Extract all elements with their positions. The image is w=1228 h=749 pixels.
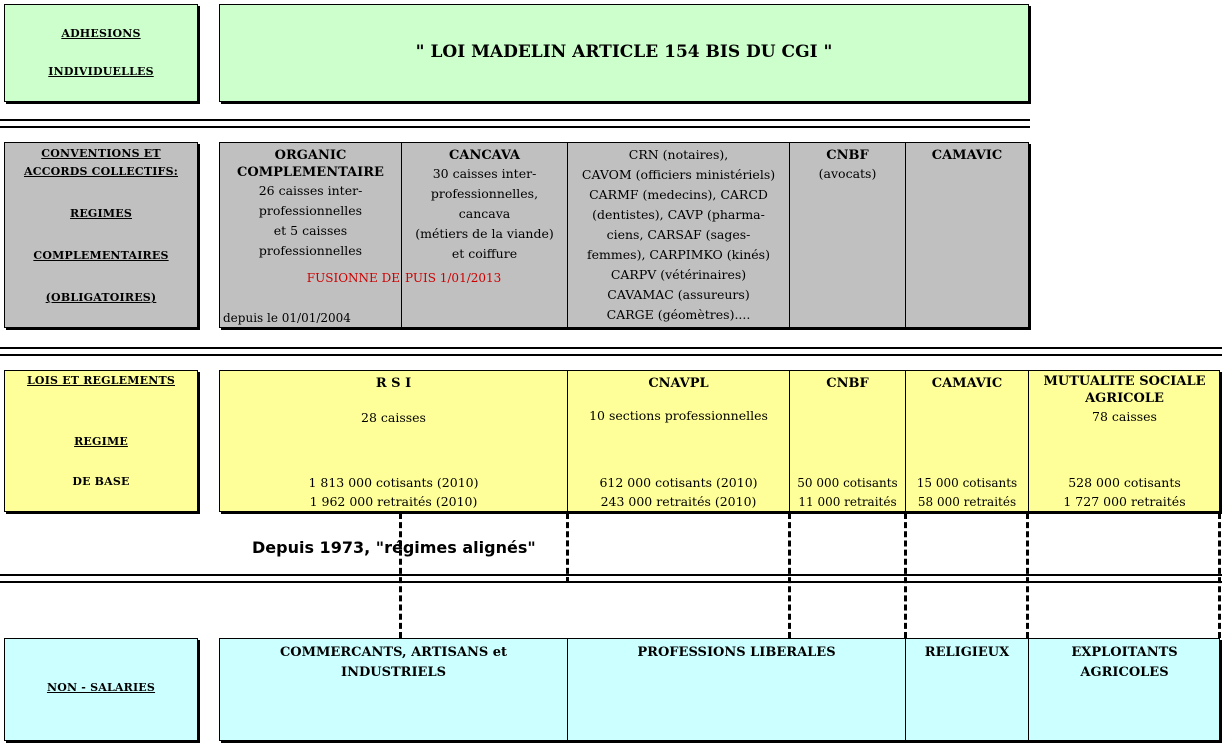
- separator-1: [0, 119, 1030, 128]
- conventions-label-line1: CONVENTIONS ET: [41, 147, 161, 160]
- organic-line2: professionnelles: [258, 203, 363, 218]
- organic-line4: professionnelles: [258, 243, 363, 258]
- loi-madelin-title: " LOI MADELIN ARTICLE 154 BIS DU CGI ": [415, 42, 833, 62]
- commercants-cell: [220, 639, 567, 740]
- cnbf-base-cotisants: 50 000 cotisants: [797, 476, 898, 490]
- organic-footer: depuis le 01/01/2004: [223, 311, 351, 325]
- cancava-line5: et coiffure: [451, 246, 518, 261]
- exploitants-line2: AGRICOLES: [1080, 665, 1169, 680]
- conventions-label-line3: REGIMES: [70, 207, 132, 220]
- adhesions-label-line1: ADHESIONS: [61, 27, 141, 40]
- regime-base-box: [219, 370, 1220, 512]
- exploitants-line1: EXPLOITANTS: [1071, 645, 1178, 660]
- organic-line3: et 5 caisses: [273, 223, 348, 238]
- lois-label-box: [4, 370, 198, 512]
- conventions-label-line4: COMPLEMENTAIRES: [33, 249, 169, 262]
- crn-line1: CRN (notaires),: [628, 147, 729, 162]
- crn-line7: CARPV (vétérinaires): [610, 267, 747, 282]
- lois-label-line3: DE BASE: [72, 475, 130, 488]
- camavic-base-retraites: 58 000 retraités: [917, 495, 1017, 509]
- rsi-cell: [220, 371, 567, 511]
- non-salaries-label-box: [4, 638, 198, 741]
- religieux-cell: [906, 639, 1028, 740]
- non-salaries-box: [219, 638, 1220, 741]
- crn-line4: (dentistes), CAVP (pharma-: [592, 207, 765, 222]
- camavic-base-cotisants: 15 000 cotisants: [916, 476, 1018, 490]
- commercants-line2: INDUSTRIELS: [341, 665, 446, 680]
- loi-madelin-box: [219, 4, 1029, 102]
- msa-cell: [1029, 371, 1220, 511]
- conventions-label-line2: ACCORDS COLLECTIFS:: [24, 165, 178, 178]
- cnbf-comp-sub: (avocats): [818, 166, 877, 181]
- camavic-base-cell: [906, 371, 1028, 511]
- conventions-label-box: [4, 142, 198, 328]
- cnavpl-cotisants: 612 000 cotisants (2010): [599, 475, 758, 490]
- rsi-retraites: 1 962 000 retraités (2010): [309, 494, 478, 509]
- cancava-cell: [402, 143, 567, 327]
- rsi-title: R S I: [375, 376, 412, 391]
- organic-cell: [220, 143, 401, 327]
- organic-title1: ORGANIC: [274, 148, 347, 163]
- cnavpl-retraites: 243 000 retraités (2010): [600, 494, 757, 509]
- fusion-text-part1: FUSIONNE DE: [306, 271, 400, 285]
- camavic-comp-title: CAMAVIC: [931, 148, 1003, 163]
- msa-sub: 78 caisses: [1092, 409, 1157, 424]
- fusion-text-part2: PUIS 1/01/2013: [405, 271, 502, 285]
- crn-cell: [568, 143, 789, 327]
- rsi-cotisants: 1 813 000 cotisants (2010): [308, 475, 479, 490]
- cancava-line1: 30 caisses inter-: [432, 166, 537, 181]
- commercants-line1: COMMERCANTS, ARTISANS et: [279, 645, 508, 660]
- cnavpl-cell: [568, 371, 789, 511]
- msa-title1: MUTUALITE SOCIALE: [1043, 374, 1206, 389]
- adhesions-label-box: [4, 4, 198, 102]
- exploitants-cell: [1029, 639, 1220, 740]
- crn-line3: CARMF (medecins), CARCD: [589, 187, 768, 202]
- cnbf-base-cell: [790, 371, 905, 511]
- crn-line6: femmes), CARPIMKO (kinés): [587, 247, 770, 262]
- cancava-line2: professionnelles,: [430, 186, 539, 201]
- separator-3: [0, 574, 1222, 583]
- cancava-line4: (métiers de la viande): [415, 226, 554, 241]
- religieux-title: RELIGIEUX: [924, 645, 1010, 660]
- cnbf-comp-cell: [790, 143, 905, 327]
- aligned-regimes-text: Depuis 1973, "régimes alignés": [252, 538, 536, 557]
- separator-2: [0, 347, 1222, 356]
- adhesions-label-line2: INDIVIDUELLES: [48, 65, 154, 78]
- organic-line1: 26 caisses inter-: [258, 183, 363, 198]
- rsi-sub: 28 caisses: [361, 410, 426, 425]
- camavic-comp-cell: [906, 143, 1028, 327]
- crn-line2: CAVOM (officiers ministériels): [581, 167, 776, 182]
- cnbf-base-title: CNBF: [826, 376, 869, 391]
- camavic-base-title: CAMAVIC: [931, 376, 1003, 391]
- msa-cotisants: 528 000 cotisants: [1068, 475, 1181, 490]
- professions-cell: [568, 639, 905, 740]
- cancava-line3: cancava: [458, 206, 511, 221]
- dash-line-col2: [566, 513, 569, 583]
- msa-title2: AGRICOLE: [1085, 391, 1164, 406]
- crn-line9: CARGE (géomètres)....: [606, 307, 751, 322]
- crn-line8: CAVAMAC (assureurs): [607, 287, 750, 302]
- conventions-label-line5: (OBLIGATOIRES): [45, 291, 157, 304]
- professions-title: PROFESSIONS LIBERALES: [637, 645, 836, 660]
- crn-line5: ciens, CARSAF (sages-: [606, 227, 751, 242]
- lois-label-line1: LOIS ET REGLEMENTS: [26, 374, 176, 387]
- lois-label-line2: REGIME: [74, 435, 128, 448]
- cnavpl-sub: 10 sections professionnelles: [589, 408, 768, 423]
- cnavpl-title: CNAVPL: [648, 376, 709, 391]
- complementaires-box: [219, 142, 1029, 328]
- cancava-title: CANCAVA: [449, 148, 520, 163]
- organic-title2: COMPLEMENTAIRE: [237, 165, 384, 180]
- cnbf-base-retraites: 11 000 retraités: [798, 495, 897, 509]
- cnbf-comp-title: CNBF: [826, 148, 869, 163]
- msa-retraites: 1 727 000 retraités: [1063, 494, 1186, 509]
- non-salaries-label: NON - SALARIES: [46, 681, 156, 694]
